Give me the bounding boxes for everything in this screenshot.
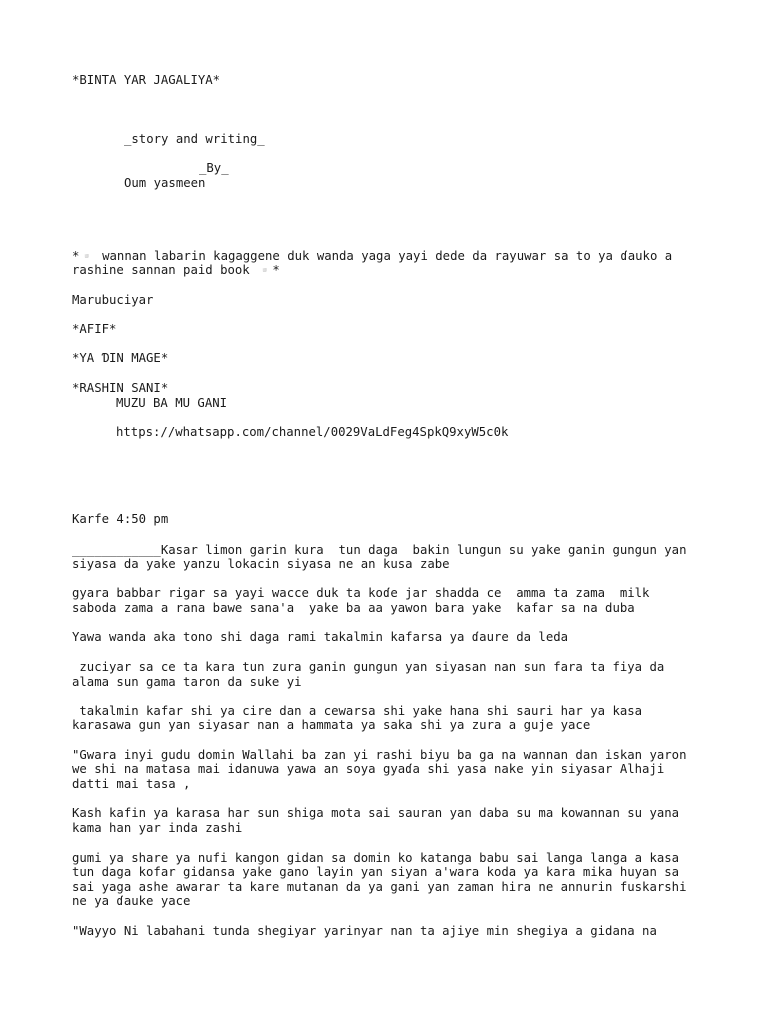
story-line: siyasa da yake yanzu lokacin siyasa ne an kusa zabe (72, 557, 450, 571)
by-label: _By_ (199, 161, 229, 175)
story-line: gumi ya share ya nufi kangon gidan sa domin ko katanga babu sai langa langa a kasa (72, 851, 680, 865)
story-line: ____________Kasar limon garin kura tun daga bakin lungun su yake ganin gungun yan (72, 543, 687, 557)
story-line: gyara babbar rigar sa yayi wacce duk ta koɗe jar shadda ce amma ta zama milk (72, 586, 650, 600)
story-line: ne ya ɗauke yace (72, 894, 191, 908)
motto-text: MUZU BA MU GANI (116, 396, 228, 410)
whatsapp-channel-link[interactable]: https://whatsapp.com/channel/0029VaLdFeg4SpkQ9xyW5c0k (116, 425, 509, 439)
story-writing-label: _story and writing_ (124, 132, 265, 146)
story-line: Kash kafin ya karasa har sun shiga mota sai sauran yan daba su ma kowannan su yana (72, 806, 680, 820)
story-line: Yawa wanda aka tono shi daga rami takalmin kafarsa ya ɗaure da leda (72, 630, 569, 644)
story-line: karasawa gun yan siyasar nan a hammata ya saka shi ya zura a guje yace (72, 718, 591, 732)
story-line: takalmin kafar shi ya cire dan a cewarsa shi yake hana shi sauri har ya kasa (72, 704, 643, 718)
notice-line: rashine sannan paid book ▫️* (72, 263, 280, 277)
story-line: "Gwara inyi gudu domin Wallahi ba zan yi rashi biyu ba ga na wannan dan iskan yaron (72, 748, 687, 762)
author-name: Oum yasmeen (124, 176, 206, 190)
story-line: we shi na matasa mai idanuwa yawa an soya gyaɗa shi yasa nake yin siyasar Alhaji (72, 762, 665, 776)
books-heading: Marubuciyar (72, 293, 154, 307)
story-line: kama han yar inda zashi (72, 821, 243, 835)
notice-line: *▫️ wannan labarin kagaggene duk wanda yaga yayi dede da rayuwar sa to ya ɗauko a (72, 249, 673, 263)
story-line: zuciyar sa ce ta kara tun zura ganin gungun yan siyasan nan sun fara ta fiya da (72, 660, 665, 674)
document-title: *BINTA YAR JAGALIYA* (72, 73, 221, 87)
story-line: datti mai tasa , (72, 777, 191, 791)
book-title: *RASHIN SANI* (72, 381, 169, 395)
story-line: sai yaga ashe awarar ta kare mutanan da ya gani yan zaman hira ne annurin fuskarshi (72, 880, 687, 894)
story-line: alama sun gama taron da suke yi (72, 675, 302, 689)
book-title: *AFIF* (72, 322, 117, 336)
book-title: *YA ƊIN MAGE* (72, 351, 169, 365)
story-line: tun daga kofar gidansa yake gano layin yan siyan a'wara koda ya kara mika huyan sa (72, 865, 680, 879)
story-line: saboda zama a rana bawe sana'a yake ba aa yawon bara yake kafar sa na duba (72, 601, 635, 615)
story-line: "Wayyo Ni labahani tunda shegiyar yarinyar nan ta ajiye min shegiya a gidana na (72, 924, 657, 938)
time-line: Karfe 4:50 pm (72, 512, 169, 526)
